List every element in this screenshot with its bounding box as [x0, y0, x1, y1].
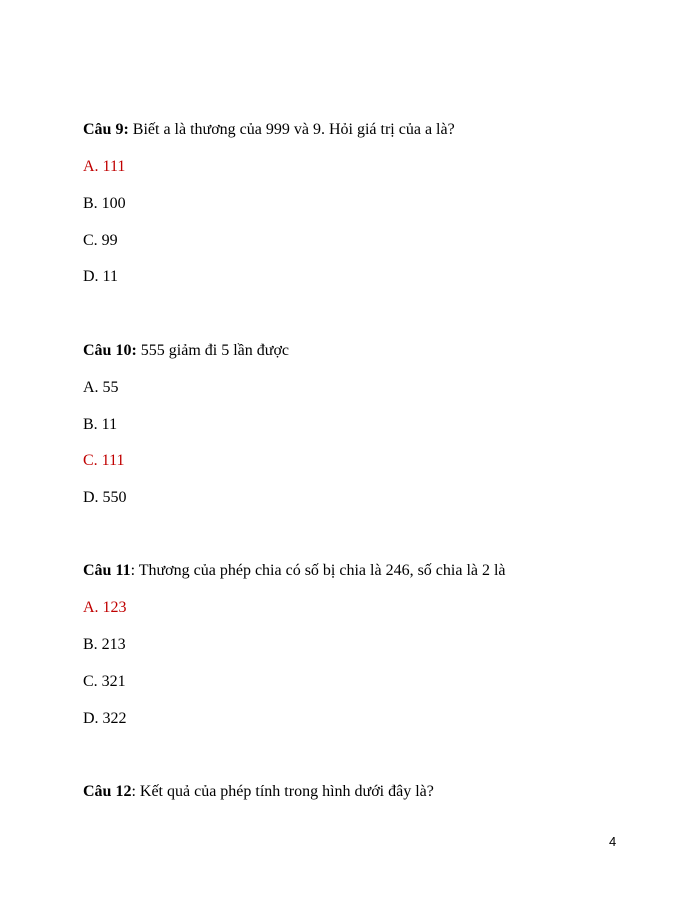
question-10-option-b: B. 11 [83, 416, 118, 433]
question-11-text: : Thương của phép chia có số bị chia là 246, số chia là 2 là [130, 562, 506, 579]
question-9-option-d: D. 11 [83, 268, 118, 285]
question-12-text: : Kết quả của phép tính trong hình dưới đây là? [131, 783, 434, 800]
question-11-option-c: C. 321 [83, 673, 126, 690]
question-11-option-a: A. 123 [83, 599, 127, 616]
question-10-option-d: D. 550 [83, 489, 127, 506]
question-9-option-b: B. 100 [83, 195, 126, 212]
question-11-option-d: D. 322 [83, 710, 127, 727]
question-11-option-b: B. 213 [83, 636, 126, 653]
question-9-option-a: A. 111 [83, 158, 126, 175]
question-11-label: Câu 11 [83, 562, 131, 579]
question-10-text: 555 giảm đi 5 lần được [136, 342, 289, 359]
question-9-option-c: C. 99 [83, 232, 118, 249]
page-number: 4 [609, 834, 617, 849]
question-9-text: Biết a là thương của 999 và 9. Hỏi giá trị của a là? [128, 121, 455, 138]
question-12 [83, 782, 434, 802]
question-12-label: Câu 12 [83, 783, 132, 800]
question-10-option-c: C. 111 [83, 452, 125, 469]
question-9 [83, 120, 455, 140]
question-9-label: Câu 9: [83, 121, 129, 138]
question-10-option-a: A. 55 [83, 379, 119, 396]
question-10-label: Câu 10: [83, 342, 137, 359]
question-11 [83, 561, 506, 581]
question-10 [83, 341, 289, 361]
